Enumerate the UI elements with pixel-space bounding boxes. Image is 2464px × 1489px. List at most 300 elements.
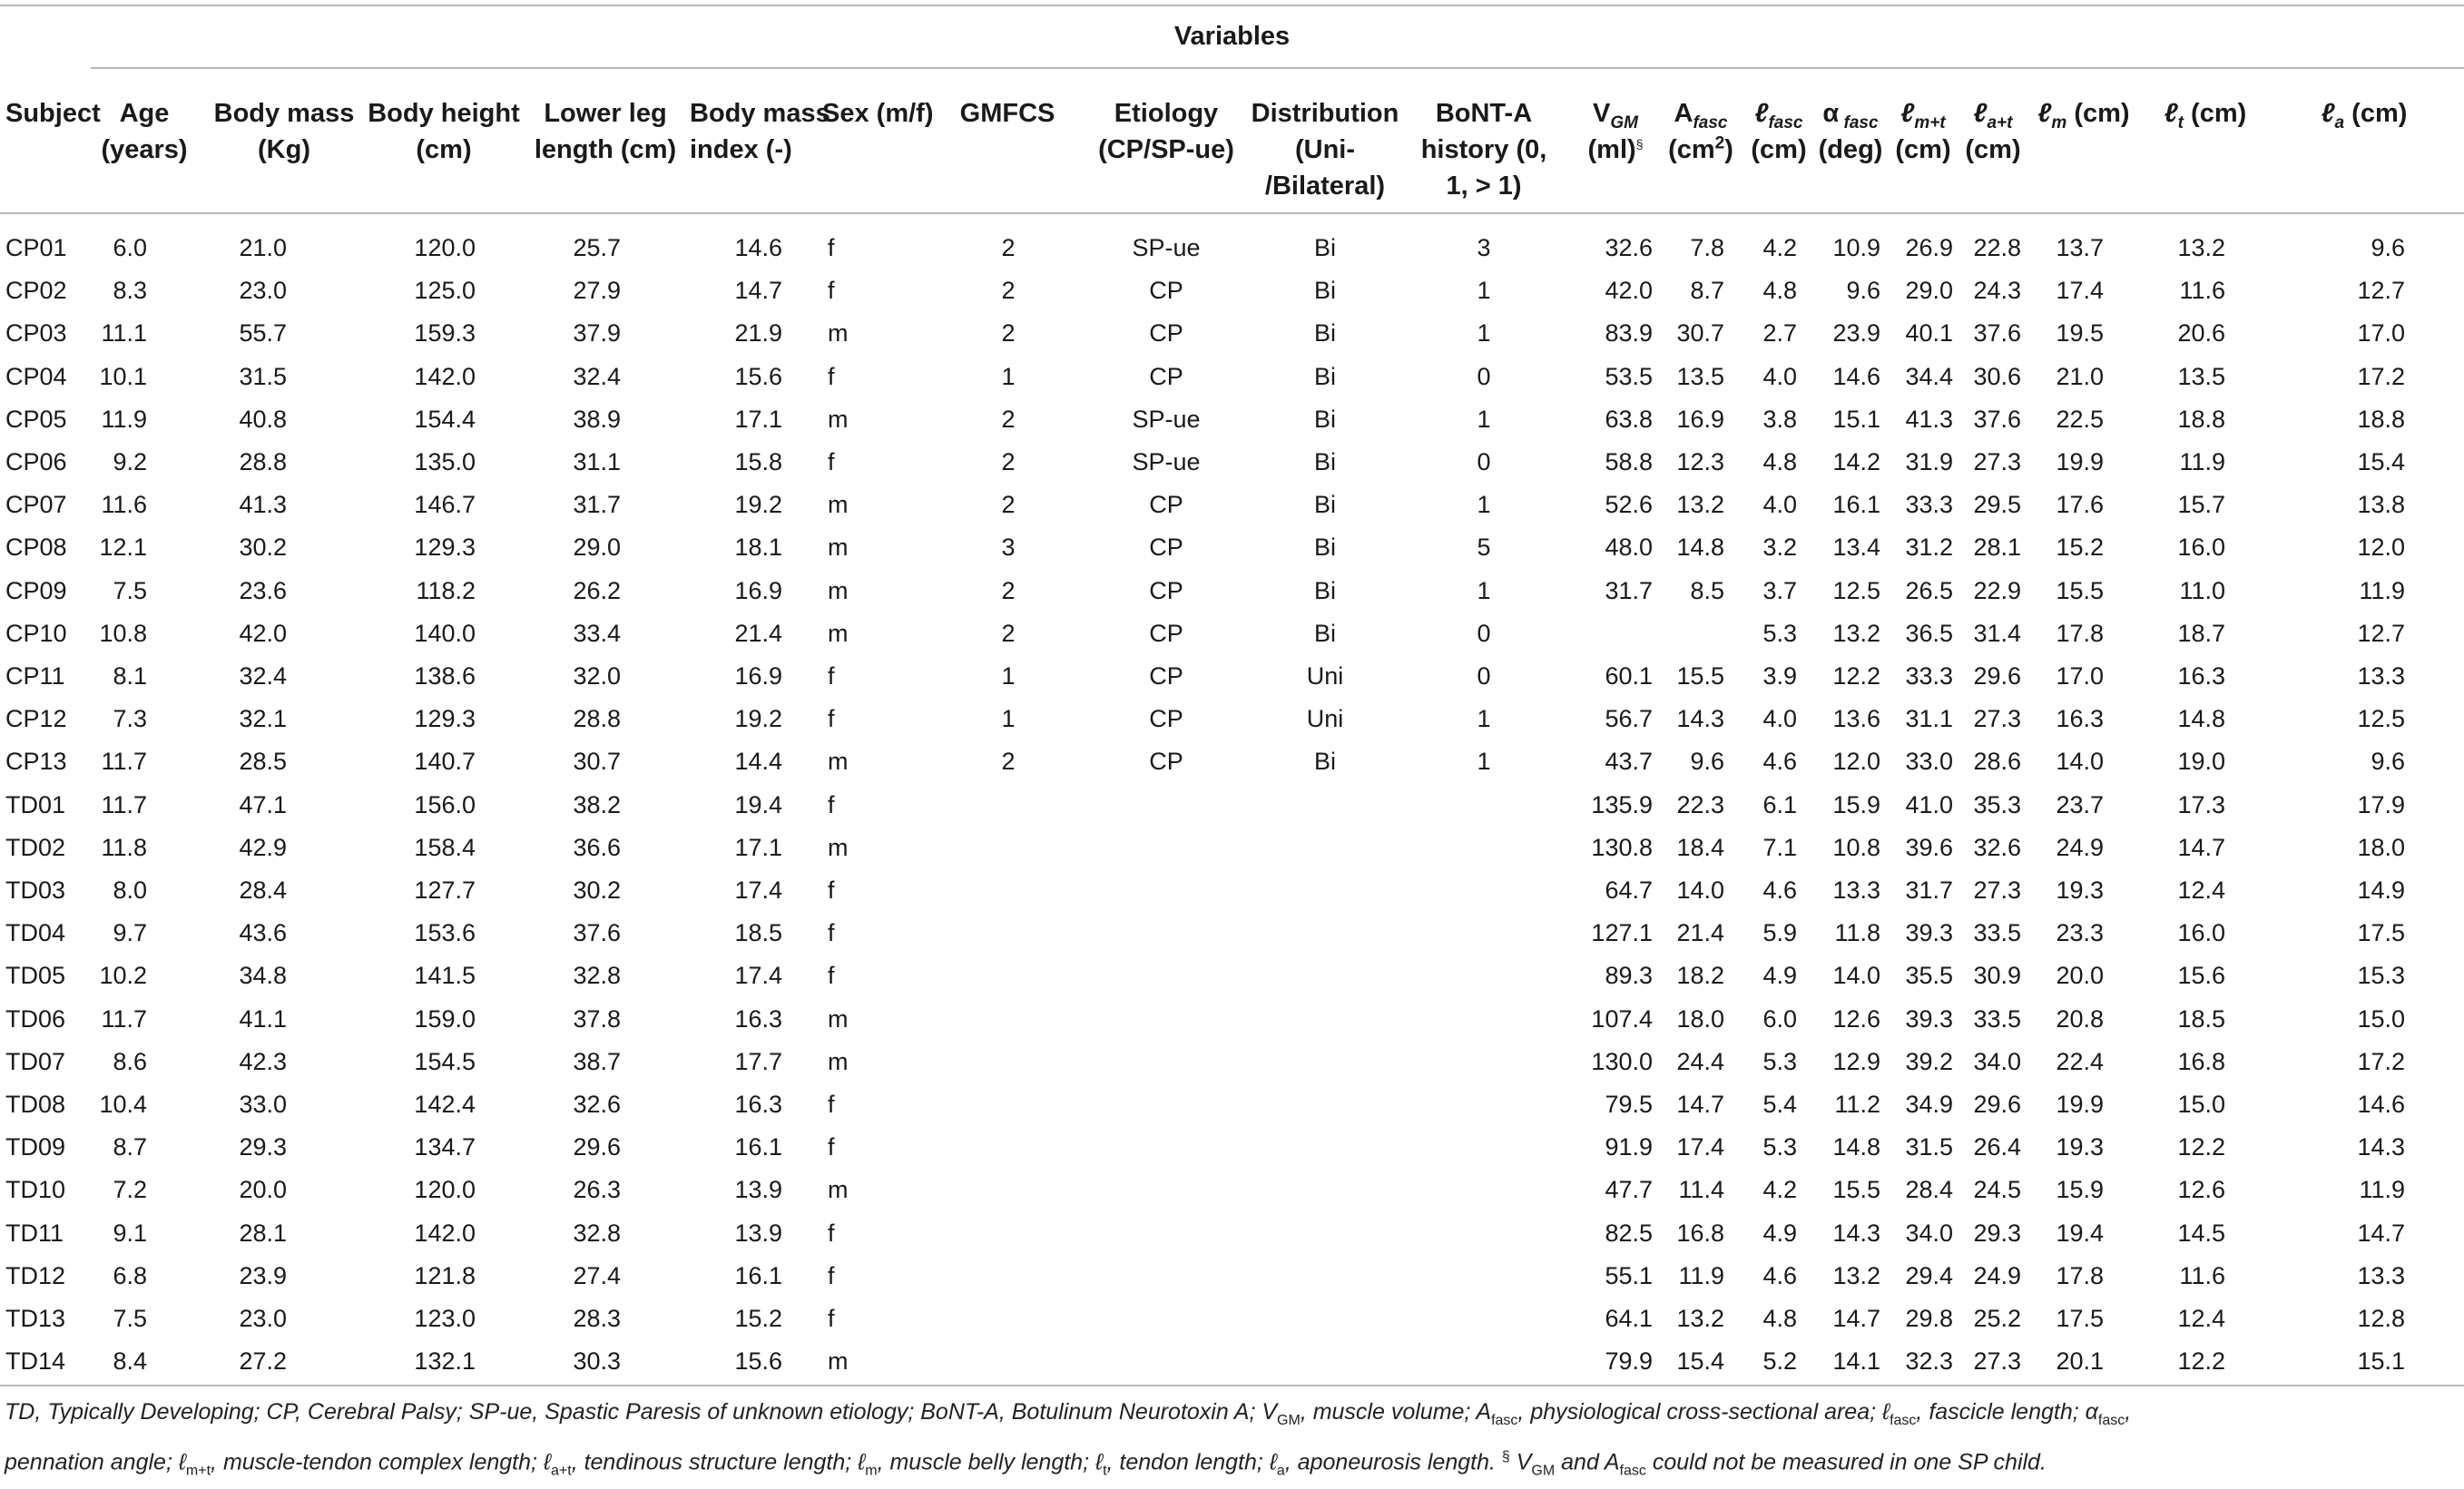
cell-lmt: 40.1	[1905, 319, 1953, 348]
cell-body-height: 129.3	[414, 705, 476, 733]
cell-afasc: 13.2	[1676, 491, 1724, 519]
cell-lmt: 31.7	[1905, 877, 1953, 904]
table-row	[0, 655, 2464, 698]
cell-body-height: 142.0	[414, 1219, 476, 1247]
cell-lfasc: 4.6	[1762, 877, 1797, 904]
cell-sex: f	[828, 1091, 835, 1118]
cell-la: 17.2	[2357, 1047, 2405, 1075]
cell-vgm: 43.7	[1605, 748, 1653, 776]
cell-bmi: 21.9	[734, 319, 782, 348]
cell-vgm: 58.8	[1605, 448, 1653, 475]
cell-sex: m	[828, 534, 849, 562]
cell-distribution: Bi	[1313, 619, 1336, 647]
header-vgm: $V_{GM}$ (ml)§	[1587, 99, 1644, 164]
cell-lat: 33.5	[1973, 1004, 2021, 1033]
cell-sex: f	[828, 1133, 835, 1161]
cell-bmi: 18.1	[734, 534, 782, 562]
cell-etiology: CP	[1149, 277, 1183, 305]
cell-gmfcs: 1	[1001, 362, 1016, 390]
cell-age: 11.7	[101, 748, 147, 776]
cell-subject: CP04	[5, 362, 67, 390]
cell-lmt: 29.4	[1905, 1261, 1953, 1289]
cell-subject: CP11	[5, 662, 65, 690]
cell-subject: CP05	[5, 405, 67, 433]
cell-alpha-fasc: 14.1	[1832, 1347, 1880, 1376]
cell-bmi: 16.9	[734, 576, 782, 604]
cell-body-height: 141.5	[414, 962, 476, 990]
cell-lat: 32.6	[1973, 833, 2021, 861]
cell-bmi: 13.9	[734, 1176, 782, 1204]
cell-alpha-fasc: 13.3	[1832, 877, 1880, 904]
cell-lower-leg-length: 26.2	[573, 576, 621, 604]
cell-sex: m	[828, 576, 849, 604]
cell-lmt: 26.5	[1905, 576, 1953, 604]
cell-body-height: 156.0	[414, 790, 476, 818]
cell-body-height: 154.5	[414, 1047, 476, 1075]
cell-etiology: CP	[1149, 576, 1183, 604]
cell-distribution: Bi	[1313, 319, 1336, 348]
cell-lm: 19.3	[2056, 1133, 2104, 1161]
cell-distribution: Bi	[1313, 405, 1336, 433]
cell-sex: m	[828, 1004, 849, 1033]
cell-bont-a-history: 1	[1477, 491, 1491, 519]
cell-lm: 17.4	[2056, 277, 2104, 305]
cell-sex: f	[828, 705, 835, 733]
cell-bmi: 15.6	[734, 362, 782, 390]
cell-lower-leg-length: 26.3	[573, 1176, 621, 1204]
cell-body-height: 120.0	[414, 1176, 476, 1204]
cell-la: 12.7	[2357, 277, 2405, 305]
cell-vgm: 60.1	[1605, 662, 1653, 690]
table-row	[0, 1126, 2464, 1169]
cell-age: 6.8	[113, 1261, 147, 1289]
cell-lfasc: 3.7	[1762, 576, 1797, 604]
cell-age: 8.0	[113, 877, 147, 904]
cell-subject: CP08	[5, 534, 67, 562]
cell-la: 11.9	[2359, 1176, 2405, 1204]
cell-body-height: 140.7	[414, 748, 476, 776]
cell-gmfcs: 2	[1001, 619, 1016, 647]
cell-lat: 37.6	[1973, 319, 2021, 348]
cell-body-mass: 23.6	[239, 576, 287, 604]
cell-distribution: Bi	[1313, 448, 1336, 475]
cell-lt: 12.2	[2177, 1347, 2225, 1376]
cell-alpha-fasc: 9.6	[1846, 277, 1880, 305]
cell-lower-leg-length: 30.2	[573, 877, 621, 904]
table-top-rule	[0, 5, 2464, 6]
cell-la: 14.3	[2357, 1133, 2405, 1161]
cell-bont-a-history: 0	[1477, 662, 1491, 690]
cell-subject: CP09	[5, 576, 67, 604]
cell-body-mass: 34.8	[239, 962, 287, 990]
cell-sex: f	[828, 234, 835, 261]
cell-afasc: 12.3	[1676, 448, 1724, 475]
header-subject: Subject	[5, 99, 101, 128]
cell-lower-leg-length: 29.6	[573, 1133, 621, 1161]
cell-alpha-fasc: 14.7	[1832, 1305, 1880, 1332]
cell-subject: TD04	[5, 919, 66, 947]
cell-etiology: SP-ue	[1132, 234, 1201, 261]
cell-subject: TD01	[5, 790, 66, 818]
cell-vgm: 83.9	[1605, 319, 1653, 348]
cell-lm: 22.4	[2056, 1047, 2104, 1075]
cell-lmt: 28.4	[1905, 1176, 1953, 1204]
cell-lt: 14.5	[2177, 1219, 2225, 1247]
cell-la: 12.5	[2357, 705, 2405, 733]
cell-gmfcs: 1	[1001, 705, 1016, 733]
header-lmt: ℓ$_{m+t}$ (cm)	[1895, 99, 1951, 164]
cell-vgm: 52.6	[1605, 491, 1653, 519]
cell-body-height: 132.1	[414, 1347, 476, 1376]
header-bont-a: BoNT-A history (0, 1, > 1)	[1420, 99, 1547, 201]
cell-vgm: 63.8	[1605, 405, 1653, 433]
cell-body-height: 142.4	[414, 1091, 476, 1118]
cell-subject: TD05	[5, 962, 66, 990]
cell-subject: CP06	[5, 448, 67, 475]
cell-lat: 27.3	[1973, 1347, 2021, 1376]
cell-la: 12.8	[2357, 1305, 2405, 1332]
cell-lm: 20.8	[2056, 1004, 2104, 1033]
table-row	[0, 827, 2464, 869]
cell-alpha-fasc: 13.2	[1832, 1261, 1880, 1289]
header-sex: Sex (m/f)	[822, 99, 934, 128]
cell-lm: 15.2	[2056, 534, 2104, 562]
cell-vgm: 64.7	[1605, 877, 1653, 904]
cell-afasc: 30.7	[1676, 319, 1724, 348]
cell-body-height: 159.3	[414, 319, 476, 348]
cell-lmt: 39.3	[1905, 919, 1953, 947]
cell-distribution: Uni	[1306, 662, 1344, 690]
cell-bmi: 16.9	[734, 662, 782, 690]
cell-la: 17.2	[2357, 362, 2405, 390]
cell-bmi: 15.8	[734, 448, 782, 475]
cell-body-height: 125.0	[414, 277, 476, 305]
cell-age: 11.6	[101, 491, 147, 519]
cell-lm: 20.0	[2056, 962, 2104, 990]
header-body-mass: Body mass (Kg)	[213, 99, 355, 164]
cell-lm: 17.8	[2056, 619, 2104, 647]
table-row	[0, 269, 2464, 312]
cell-bont-a-history: 0	[1477, 362, 1491, 390]
cell-lmt: 31.9	[1905, 448, 1953, 475]
cell-sex: m	[828, 491, 849, 519]
cell-distribution: Bi	[1313, 362, 1336, 390]
cell-lt: 11.0	[2179, 576, 2225, 604]
cell-distribution: Bi	[1313, 748, 1336, 776]
cell-afasc: 15.5	[1676, 662, 1724, 690]
cell-lt: 12.6	[2177, 1176, 2225, 1204]
cell-afasc: 13.2	[1676, 1305, 1724, 1332]
cell-body-mass: 32.4	[239, 662, 287, 690]
cell-age: 11.8	[101, 833, 147, 861]
table-row	[0, 1169, 2464, 1211]
cell-body-mass: 28.5	[239, 748, 287, 776]
cell-bmi: 17.4	[734, 877, 782, 904]
cell-subject: TD13	[5, 1305, 66, 1332]
cell-lower-leg-length: 32.0	[573, 662, 621, 690]
cell-age: 7.5	[113, 1305, 147, 1332]
cell-body-height: 153.6	[414, 919, 476, 947]
cell-lt: 13.5	[2177, 362, 2225, 390]
cell-gmfcs: 1	[1001, 662, 1016, 690]
cell-la: 18.0	[2357, 833, 2405, 861]
cell-body-mass: 41.3	[239, 491, 287, 519]
cell-lower-leg-length: 30.7	[573, 748, 621, 776]
table-row	[0, 1298, 2464, 1340]
cell-bmi: 14.6	[734, 234, 782, 261]
cell-lat: 29.3	[1973, 1219, 2021, 1247]
cell-lt: 18.7	[2177, 619, 2225, 647]
cell-lower-leg-length: 37.6	[573, 919, 621, 947]
cell-lower-leg-length: 27.9	[573, 277, 621, 305]
cell-afasc: 14.3	[1676, 705, 1724, 733]
cell-lat: 30.9	[1973, 962, 2021, 990]
cell-lower-leg-length: 32.6	[573, 1091, 621, 1118]
table-row	[0, 1255, 2464, 1298]
cell-body-height: 120.0	[414, 234, 476, 261]
cell-subject: CP13	[5, 748, 67, 776]
cell-body-height: 154.4	[414, 405, 476, 433]
cell-lt: 15.6	[2177, 962, 2225, 990]
cell-la: 13.8	[2357, 491, 2405, 519]
cell-lat: 29.6	[1973, 662, 2021, 690]
cell-subject: TD14	[5, 1347, 66, 1376]
cell-lat: 35.3	[1973, 790, 2021, 818]
cell-sex: m	[828, 319, 849, 348]
cell-afasc: 11.4	[1678, 1176, 1724, 1204]
cell-afasc: 7.8	[1690, 234, 1724, 261]
cell-lt: 20.6	[2177, 319, 2225, 348]
cell-lm: 15.9	[2056, 1176, 2104, 1204]
cell-age: 11.9	[101, 405, 147, 433]
cell-lat: 30.6	[1973, 362, 2021, 390]
cell-lat: 37.6	[1973, 405, 2021, 433]
cell-subject: TD07	[5, 1047, 66, 1075]
cell-la: 14.6	[2357, 1091, 2405, 1118]
cell-vgm: 91.9	[1605, 1133, 1653, 1161]
cell-lat: 25.2	[1973, 1305, 2021, 1332]
cell-etiology: SP-ue	[1132, 405, 1201, 433]
cell-bont-a-history: 0	[1477, 448, 1491, 475]
variables-group-title: Variables	[1173, 22, 1291, 51]
cell-age: 10.2	[99, 962, 147, 990]
cell-lfasc: 6.1	[1762, 790, 1797, 818]
table-row	[0, 955, 2464, 997]
cell-bmi: 14.4	[734, 748, 782, 776]
cell-lm: 24.9	[2056, 833, 2104, 861]
cell-body-mass: 31.5	[239, 362, 287, 390]
cell-lt: 12.4	[2177, 1305, 2225, 1332]
cell-body-height: 118.2	[416, 576, 476, 604]
cell-alpha-fasc: 13.4	[1832, 534, 1880, 562]
cell-lm: 17.8	[2056, 1261, 2104, 1289]
cell-etiology: CP	[1149, 662, 1183, 690]
header-gmfcs: GMFCS	[959, 99, 1055, 128]
cell-age: 7.5	[113, 576, 147, 604]
cell-la: 14.7	[2357, 1219, 2405, 1247]
cell-afasc: 18.0	[1676, 1004, 1724, 1033]
cell-lmt: 34.0	[1905, 1219, 1953, 1247]
cell-la: 17.5	[2357, 919, 2405, 947]
cell-lt: 15.7	[2177, 491, 2225, 519]
cell-sex: f	[828, 662, 835, 690]
cell-vgm: 56.7	[1605, 705, 1653, 733]
cell-lower-leg-length: 36.6	[573, 833, 621, 861]
cell-body-height: 142.0	[414, 362, 476, 390]
cell-alpha-fasc: 12.5	[1832, 576, 1880, 604]
cell-lfasc: 5.2	[1762, 1347, 1797, 1376]
cell-vgm: 130.0	[1591, 1047, 1653, 1075]
cell-body-mass: 47.1	[239, 790, 287, 818]
cell-bont-a-history: 1	[1477, 748, 1491, 776]
cell-la: 15.3	[2357, 962, 2405, 990]
cell-subject: CP03	[5, 319, 67, 348]
cell-body-mass: 30.2	[239, 534, 287, 562]
cell-bmi: 14.7	[734, 277, 782, 305]
cell-lower-leg-length: 28.3	[573, 1305, 621, 1332]
cell-sex: f	[828, 1261, 835, 1289]
table-row	[0, 869, 2464, 912]
cell-alpha-fasc: 13.2	[1832, 619, 1880, 647]
cell-body-mass: 55.7	[239, 319, 287, 348]
cell-vgm: 79.9	[1605, 1347, 1653, 1376]
cell-lm: 13.7	[2056, 234, 2104, 261]
cell-lfasc: 5.4	[1762, 1091, 1797, 1118]
cell-gmfcs: 2	[1001, 748, 1016, 776]
cell-afasc: 9.6	[1690, 748, 1724, 776]
cell-lfasc: 5.3	[1762, 1047, 1797, 1075]
cell-gmfcs: 3	[1001, 534, 1016, 562]
cell-lm: 17.6	[2056, 491, 2104, 519]
cell-lfasc: 4.6	[1762, 748, 1797, 776]
cell-lower-leg-length: 31.1	[573, 448, 621, 475]
cell-bont-a-history: 1	[1477, 576, 1491, 604]
cell-vgm: 135.9	[1591, 790, 1653, 818]
cell-bont-a-history: 1	[1477, 405, 1491, 433]
cell-body-mass: 32.1	[239, 705, 287, 733]
cell-vgm: 47.7	[1605, 1176, 1653, 1204]
cell-lat: 31.4	[1973, 619, 2021, 647]
cell-alpha-fasc: 14.8	[1832, 1133, 1880, 1161]
cell-la: 13.3	[2357, 662, 2405, 690]
cell-alpha-fasc: 15.9	[1832, 790, 1880, 818]
header-lower-leg: Lower leg length (cm)	[534, 99, 677, 164]
cell-gmfcs: 2	[1001, 448, 1016, 475]
cell-sex: m	[828, 619, 849, 647]
cell-lat: 24.5	[1973, 1176, 2021, 1204]
cell-lfasc: 4.2	[1762, 234, 1797, 261]
cell-lt: 16.8	[2177, 1047, 2225, 1075]
cell-subject: CP12	[5, 705, 67, 733]
cell-la: 9.6	[2371, 748, 2405, 776]
cell-afasc: 18.4	[1676, 833, 1724, 861]
table-row	[0, 356, 2464, 398]
cell-body-mass: 40.8	[239, 405, 287, 433]
cell-lat: 27.3	[1973, 877, 2021, 904]
header-bmi: Body mass index (-)	[690, 99, 830, 164]
cell-body-height: 159.0	[414, 1004, 476, 1033]
cell-lower-leg-length: 31.7	[573, 491, 621, 519]
cell-bmi: 13.9	[734, 1219, 782, 1247]
cell-subject: TD12	[5, 1261, 66, 1289]
cell-lower-leg-length: 32.4	[573, 362, 621, 390]
cell-bmi: 16.1	[734, 1133, 782, 1161]
cell-sex: f	[828, 877, 835, 904]
cell-bmi: 17.4	[734, 962, 782, 990]
cell-lat: 29.5	[1973, 491, 2021, 519]
cell-body-height: 158.4	[414, 833, 476, 861]
cell-lmt: 39.2	[1905, 1047, 1953, 1075]
cell-la: 17.9	[2357, 790, 2405, 818]
cell-lmt: 35.5	[1905, 962, 1953, 990]
cell-etiology: CP	[1149, 491, 1183, 519]
cell-alpha-fasc: 15.1	[1832, 405, 1880, 433]
cell-lower-leg-length: 28.8	[573, 705, 621, 733]
cell-lfasc: 3.9	[1762, 662, 1797, 690]
cell-lfasc: 4.8	[1762, 1305, 1797, 1332]
cell-vgm: 127.1	[1591, 919, 1653, 947]
cell-age: 8.3	[113, 277, 147, 305]
table-row	[0, 784, 2464, 827]
cell-lfasc: 4.0	[1762, 362, 1797, 390]
cell-lat: 22.9	[1973, 576, 2021, 604]
table-row	[0, 526, 2464, 569]
cell-lt: 12.4	[2177, 877, 2225, 904]
cell-sex: f	[828, 362, 835, 390]
cell-la: 13.3	[2357, 1261, 2405, 1289]
cell-lm: 21.0	[2056, 362, 2104, 390]
cell-la: 15.1	[2357, 1347, 2405, 1376]
cell-body-mass: 28.8	[239, 448, 287, 475]
cell-afasc: 11.9	[1678, 1261, 1724, 1289]
cell-distribution: Bi	[1313, 576, 1336, 604]
cell-afasc: 16.9	[1676, 405, 1724, 433]
header-age: Age (years)	[101, 99, 188, 164]
cell-lmt: 31.1	[1905, 705, 1953, 733]
cell-afasc: 14.0	[1676, 877, 1724, 904]
cell-etiology: CP	[1149, 362, 1183, 390]
cell-lower-leg-length: 32.8	[573, 1219, 621, 1247]
table-row	[0, 570, 2464, 612]
cell-lm: 15.5	[2056, 576, 2104, 604]
cell-lm: 19.9	[2056, 448, 2104, 475]
cell-afasc: 17.4	[1676, 1133, 1724, 1161]
cell-lm: 19.4	[2056, 1219, 2104, 1247]
cell-etiology: CP	[1149, 705, 1183, 733]
cell-lmt: 36.5	[1905, 619, 1953, 647]
cell-body-height: 138.6	[414, 662, 476, 690]
cell-lm: 22.5	[2056, 405, 2104, 433]
cell-body-mass: 28.1	[239, 1219, 287, 1247]
cell-age: 8.1	[113, 662, 147, 690]
cell-lm: 23.7	[2056, 790, 2104, 818]
cell-la: 9.6	[2371, 234, 2405, 261]
cell-subject: TD10	[5, 1176, 66, 1204]
cell-distribution: Bi	[1313, 534, 1336, 562]
variables-rule	[91, 67, 2464, 69]
cell-body-mass: 43.6	[239, 919, 287, 947]
cell-vgm: 130.8	[1591, 833, 1653, 861]
cell-lower-leg-length: 30.3	[573, 1347, 621, 1376]
cell-lfasc: 4.9	[1762, 962, 1797, 990]
cell-vgm: 32.6	[1605, 234, 1653, 261]
header-la: ℓ$_a$ (cm)	[2321, 99, 2408, 132]
cell-lm: 17.5	[2056, 1305, 2104, 1332]
cell-lt: 16.0	[2177, 534, 2225, 562]
cell-afasc: 14.7	[1676, 1091, 1724, 1118]
cell-body-mass: 42.0	[239, 619, 287, 647]
cell-gmfcs: 2	[1001, 491, 1016, 519]
